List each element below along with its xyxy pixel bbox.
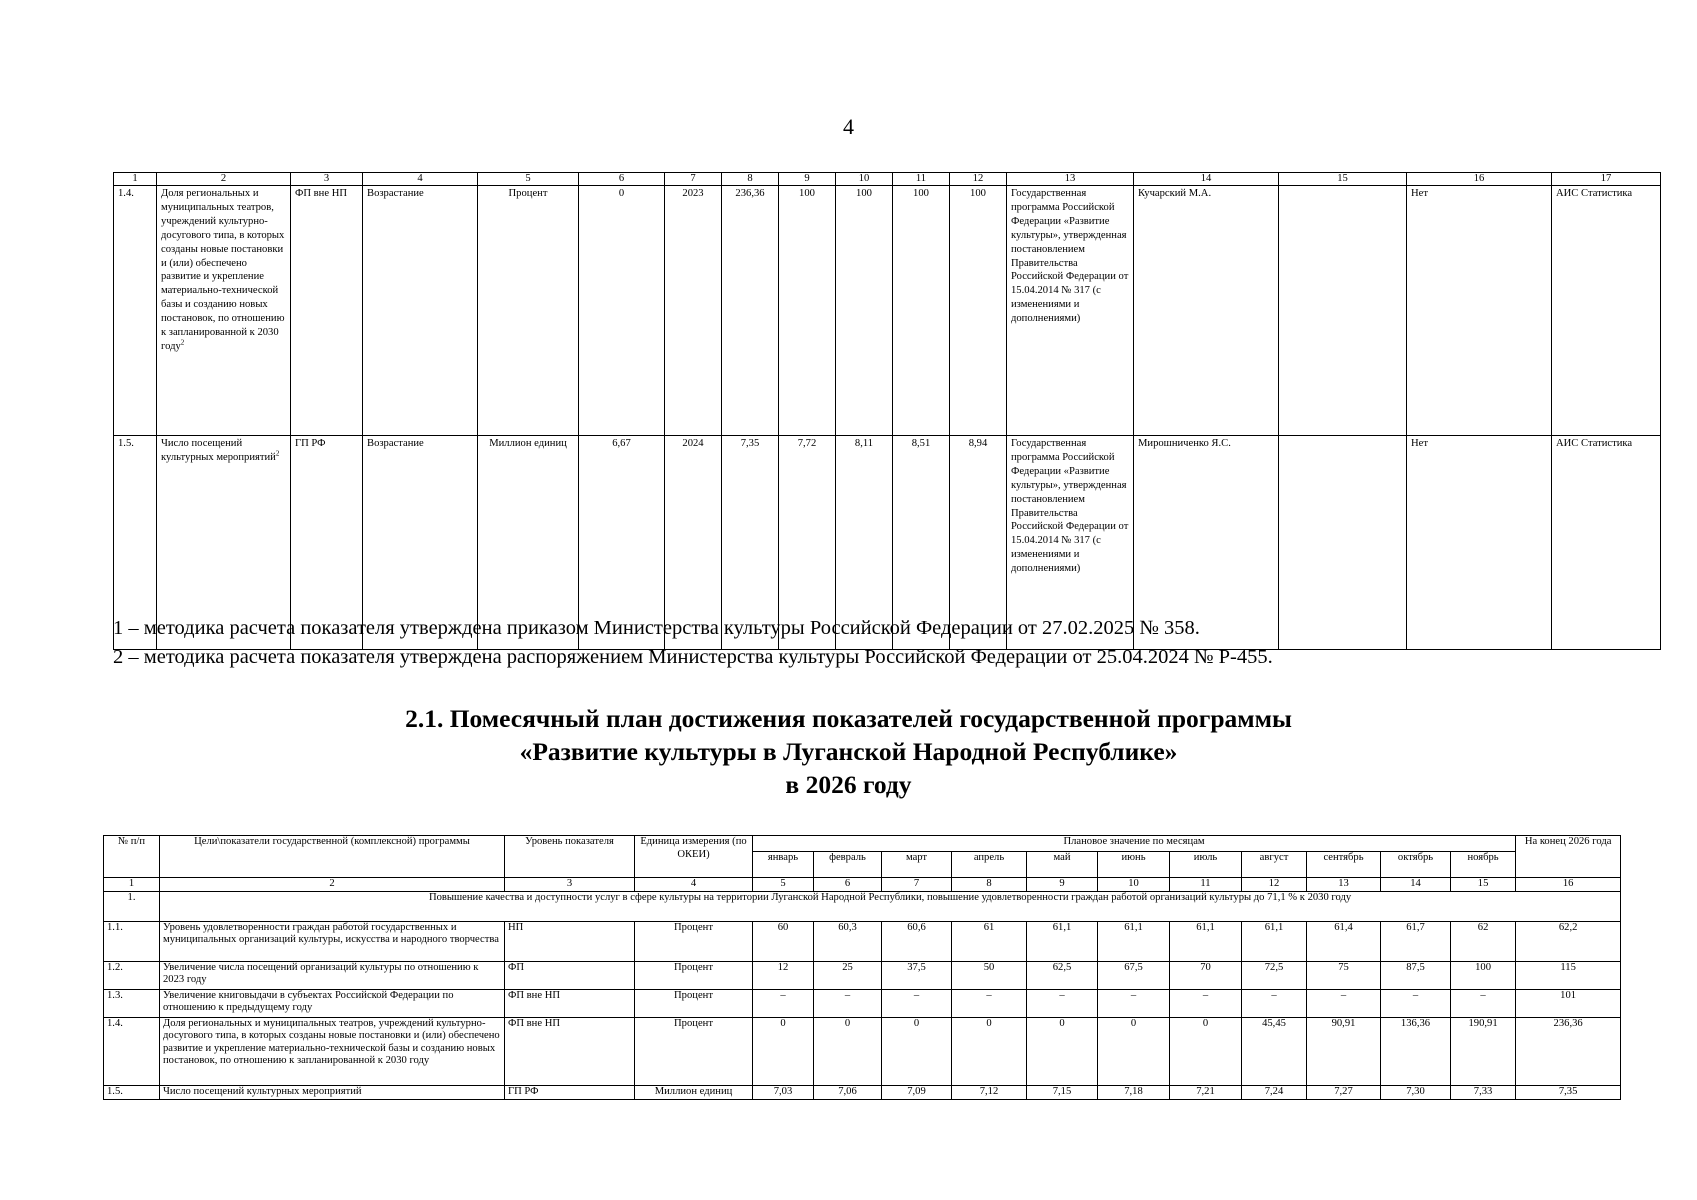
month-value: 60 [753,921,814,961]
month-value: 136,36 [1381,1017,1451,1085]
column-number: 12 [950,173,1007,186]
month-value: 25 [814,961,882,989]
unit: Миллион единиц [635,1085,753,1099]
month-value: 61,4 [1307,921,1381,961]
header-end: На конец 2026 года [1516,836,1621,878]
target-value: 8,51 [893,436,950,650]
month-value: 7,09 [882,1085,952,1099]
column-number: 11 [1170,878,1242,892]
row-number: 1.5. [114,436,157,650]
month-value: 0 [753,1017,814,1085]
row-number: 1.4. [104,1017,160,1085]
column-number: 9 [1027,878,1098,892]
month-value: – [753,989,814,1017]
month-header: ноябрь [1451,852,1516,878]
flag-value: Нет [1407,186,1552,436]
month-value: 0 [882,1017,952,1085]
month-value: 87,5 [1381,961,1451,989]
month-value: 7,18 [1098,1085,1170,1099]
table-row [114,186,1661,436]
month-value: 0 [1098,1017,1170,1085]
footnote-1: 1 – методика расчета показателя утверждена приказом Министерства культуры Российской Федерации от 27.02.2025 № 358. [113,617,1200,639]
column-number: 10 [1098,878,1170,892]
month-value: 75 [1307,961,1381,989]
month-value: 7,12 [952,1085,1027,1099]
info-system: АИС Статистика [1552,186,1661,436]
heading-line-1: 2.1. Помесячный план достижения показателей государственной программы [405,704,1292,733]
empty-cell [1279,186,1407,436]
base-year: 2024 [665,436,722,650]
column-number: 7 [665,173,722,186]
trend: Возрастание [363,436,478,650]
empty-cell [1279,436,1407,650]
column-number: 13 [1307,878,1381,892]
month-header: июнь [1098,852,1170,878]
month-value: 0 [1027,1017,1098,1085]
month-header: май [1027,852,1098,878]
target-value: 100 [950,186,1007,436]
indicators-table [113,172,1661,650]
goal-num: 1. [104,891,160,921]
source-document: Государственная программа Российской Федерации «Развитие культуры», утвержденная постановлением Правительства Российской Федерации от 15.04.2014 № 317 (с изменениями и дополнениями) [1007,186,1134,436]
source-document: Государственная программа Российской Федерации «Развитие культуры», утвержденная постановлением Правительства Российской Федерации от 15.04.2014 № 317 (с изменениями и дополнениями) [1007,436,1134,650]
month-value: 7,24 [1242,1085,1307,1099]
month-value: 61 [952,921,1027,961]
row-number: 1.5. [104,1085,160,1099]
column-number: 6 [814,878,882,892]
column-number: 3 [291,173,363,186]
month-value: 45,45 [1242,1017,1307,1085]
month-value: 7,27 [1307,1085,1381,1099]
responsible-person: Кучарский М.А. [1134,186,1279,436]
indicator-level: НП [505,921,635,961]
column-number: 2 [160,878,505,892]
header-unit: Единица измерения (по ОКЕИ) [635,836,753,878]
indicator-level: ФП вне НП [505,1017,635,1085]
indicator-name: Увеличение числа посещений организаций культуры по отношению к 2023 году [160,961,505,989]
month-value: 70 [1170,961,1242,989]
goal-text: Повышение качества и доступности услуг в сфере культуры на территории Луганской Народной Республики, повышение удовлетворенности граждан работой организаций культуры до 71,1 % к 2030 году [160,891,1621,921]
column-number: 14 [1381,878,1451,892]
unit: Процент [635,961,753,989]
month-value: 61,1 [1098,921,1170,961]
indicator-name [157,186,291,436]
month-value: 61,7 [1381,921,1451,961]
unit: Процент [635,989,753,1017]
month-value: – [1451,989,1516,1017]
footnote-ref: 2 [275,449,280,458]
section-heading [0,702,1697,801]
month-value: 61,1 [1242,921,1307,961]
indicator-name: Уровень удовлетворенности граждан работой государственных и муниципальных организаций культуры, искусства и народного творчества [160,921,505,961]
base-value: 6,67 [579,436,665,650]
indicator-level: ФП [505,961,635,989]
month-header: август [1242,852,1307,878]
column-number: 16 [1516,878,1621,892]
column-number: 15 [1279,173,1407,186]
column-number: 3 [505,878,635,892]
row-number: 1.4. [114,186,157,436]
month-value: – [1242,989,1307,1017]
header-level: Уровень показателя [505,836,635,878]
month-value: 0 [952,1017,1027,1085]
year-end-value: 101 [1516,989,1621,1017]
month-value: – [1170,989,1242,1017]
row-number: 1.2. [104,961,160,989]
target-value: 7,35 [722,436,779,650]
footnote-ref: 2 [180,338,185,347]
indicator-name: Число посещений культурных мероприятий [160,1085,505,1099]
month-value: 67,5 [1098,961,1170,989]
trend: Возрастание [363,186,478,436]
month-value: – [1027,989,1098,1017]
month-value: 100 [1451,961,1516,989]
indicator-name: Доля региональных и муниципальных театров, учреждений культурно-досугового типа, в которых созданы новые постановки и (или) обеспечено развитие и укрепление материально-технической базы и созданию новых постановок, по отношению к запланированной к 2030 году [160,1017,505,1085]
year-end-value: 115 [1516,961,1621,989]
month-value: 7,03 [753,1085,814,1099]
year-end-value: 236,36 [1516,1017,1621,1085]
month-value: 50 [952,961,1027,989]
table-row [104,1085,1621,1099]
header-plan: Плановое значение по месяцам [753,836,1516,852]
month-value: 12 [753,961,814,989]
month-value: – [1381,989,1451,1017]
month-header: январь [753,852,814,878]
column-number: 6 [579,173,665,186]
month-value: 0 [814,1017,882,1085]
month-value: 72,5 [1242,961,1307,989]
indicator-name-text: Доля региональных и муниципальных театров, учреждений культурно-досугового типа, в которых созданы новые постановки и (или) обеспечено развитие и укрепление материально-технической базы и созданию новых постановок, по отношению к запланированной к 2030 году [161,188,285,352]
column-number: 4 [635,878,753,892]
row-number: 1.1. [104,921,160,961]
header-name: Цели\показатели государственной (комплексной) программы [160,836,505,878]
indicator-level: ФП вне НП [505,989,635,1017]
month-value: – [814,989,882,1017]
column-number: 17 [1552,173,1661,186]
year-end-value: 7,35 [1516,1085,1621,1099]
header-num: № п/п [104,836,160,878]
table-row [104,989,1621,1017]
column-number: 11 [893,173,950,186]
month-header: апрель [952,852,1027,878]
month-value: 90,91 [1307,1017,1381,1085]
column-number: 1 [114,173,157,186]
indicator-level: ГП РФ [291,436,363,650]
month-value: 7,15 [1027,1085,1098,1099]
indicator-name-text: Число посещений культурных мероприятий [161,438,276,463]
indicator-level: ФП вне НП [291,186,363,436]
column-number: 5 [478,173,579,186]
base-value: 0 [579,186,665,436]
info-system: АИС Статистика [1552,436,1661,650]
column-number: 2 [157,173,291,186]
row-number: 1.3. [104,989,160,1017]
month-value: – [952,989,1027,1017]
column-number: 13 [1007,173,1134,186]
page-number: 4 [843,114,854,139]
responsible-person: Мирошниченко Я.С. [1134,436,1279,650]
target-value: 7,72 [779,436,836,650]
column-number: 8 [722,173,779,186]
column-number: 7 [882,878,952,892]
monthly-plan-table [103,835,1621,1100]
column-number: 9 [779,173,836,186]
target-value: 100 [779,186,836,436]
month-value: 7,30 [1381,1085,1451,1099]
column-number: 1 [104,878,160,892]
month-value: 60,6 [882,921,952,961]
column-number: 8 [952,878,1027,892]
month-value: 62 [1451,921,1516,961]
indicator-level: ГП РФ [505,1085,635,1099]
month-value: 62,5 [1027,961,1098,989]
unit: Процент [635,1017,753,1085]
month-header: февраль [814,852,882,878]
heading-line-2: «Развитие культуры в Луганской Народной Республике» [519,737,1178,766]
month-value: 0 [1170,1017,1242,1085]
column-number: 10 [836,173,893,186]
month-header: октябрь [1381,852,1451,878]
table-row [104,961,1621,989]
heading-line-3: в 2026 году [785,770,912,799]
column-number: 16 [1407,173,1552,186]
month-value: 61,1 [1170,921,1242,961]
month-value: 61,1 [1027,921,1098,961]
unit: Миллион единиц [478,436,579,650]
flag-value: Нет [1407,436,1552,650]
year-end-value: 62,2 [1516,921,1621,961]
month-header: март [882,852,952,878]
unit: Процент [478,186,579,436]
month-header: июль [1170,852,1242,878]
column-number: 12 [1242,878,1307,892]
column-number: 15 [1451,878,1516,892]
footnotes [113,614,1273,672]
base-year: 2023 [665,186,722,436]
month-header: сентябрь [1307,852,1381,878]
target-value: 100 [893,186,950,436]
target-value: 236,36 [722,186,779,436]
footnote-2: 2 – методика расчета показателя утверждена распоряжением Министерства культуры Российской Федерации от 25.04.2024 № Р-455. [113,646,1273,668]
table-row [104,1017,1621,1085]
column-number: 4 [363,173,478,186]
table-row [104,921,1621,961]
target-value: 8,11 [836,436,893,650]
column-number-row [114,173,1661,186]
month-value: 190,91 [1451,1017,1516,1085]
unit: Процент [635,921,753,961]
column-number: 14 [1134,173,1279,186]
column-number-row [104,878,1621,892]
month-value: 7,06 [814,1085,882,1099]
month-value: – [882,989,952,1017]
month-value: – [1098,989,1170,1017]
column-number: 5 [753,878,814,892]
month-value: 7,21 [1170,1085,1242,1099]
month-value: 7,33 [1451,1085,1516,1099]
month-value: 60,3 [814,921,882,961]
month-value: 37,5 [882,961,952,989]
indicator-name: Увеличение книговыдачи в субъектах Российской Федерации по отношению к предыдущему году [160,989,505,1017]
month-value: – [1307,989,1381,1017]
target-value: 100 [836,186,893,436]
target-value: 8,94 [950,436,1007,650]
